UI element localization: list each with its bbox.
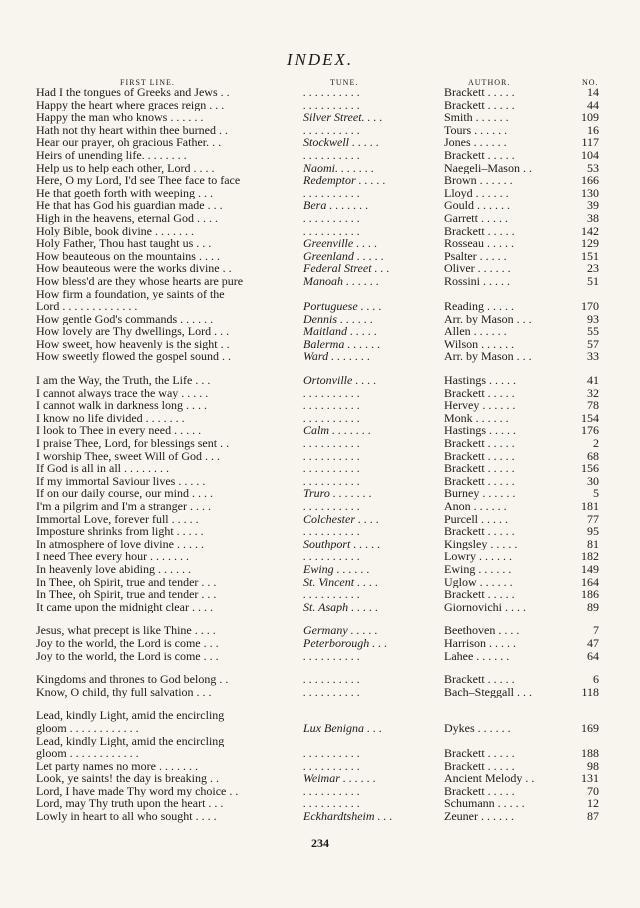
index-title: INDEX. (286, 50, 354, 69)
author-name: Brackett . . . . . (444, 673, 515, 686)
tune-name: . . . . . . . . . . (303, 784, 360, 798)
index-row (0, 538, 640, 551)
first-line: If God is all in all . . . . . . . . (36, 462, 169, 475)
index-row (0, 237, 640, 250)
index-row (0, 760, 640, 773)
first-line: Holy Father, Thou hast taught us . . . (36, 237, 212, 250)
first-line: Kingdoms and thrones to God belong . . (36, 673, 229, 686)
first-line: Joy to the world, the Lord is come . . . (36, 649, 219, 663)
tune-name: Redemptor . . . . . (303, 174, 386, 187)
index-row (0, 313, 640, 326)
index-row (0, 637, 640, 650)
tune-name: Silver Street. . . . (303, 111, 383, 124)
index-row (0, 624, 640, 637)
tune-name: . . . . . . . . . . (303, 797, 360, 811)
first-line: I know no life divided . . . . . . . (36, 411, 185, 425)
tune-name: Manoah . . . . . . (303, 274, 379, 288)
index-row (0, 225, 640, 238)
author-name: Uglow . . . . . . (444, 575, 513, 589)
author-name: Tours . . . . . . (444, 123, 508, 137)
tune-name: St. Vincent . . . . (303, 575, 379, 589)
index-row (0, 563, 640, 576)
tune-name: St. Asaph . . . . . (303, 600, 379, 614)
first-line: Lord, may Thy truth upon the heart . . . (36, 797, 224, 811)
hymn-number: 89 (587, 600, 599, 614)
tune-name: . . . . . . . . . . (303, 649, 360, 663)
hymn-number: 118 (581, 685, 599, 699)
first-line: In Thee, oh Spirit, true and tender . . . (36, 588, 217, 601)
hymn-number: 142 (581, 224, 599, 238)
hymn-number: 87 (587, 810, 599, 823)
author-name: Beethoven . . . . (444, 624, 520, 637)
header-first-line: FIRST LINE. (120, 78, 175, 87)
tune-name: . . . . . . . . . . (303, 588, 360, 601)
tune-name: Portuguese . . . . (303, 300, 382, 313)
header-no: NO. (582, 78, 599, 87)
author-name: Hastings . . . . . (444, 424, 516, 438)
section-gap (0, 613, 640, 624)
hymn-number: 41 (587, 374, 599, 387)
first-line: gloom . . . . . . . . . . . . (36, 721, 139, 735)
header-tune: TUNE. (330, 78, 359, 87)
tune-name: . . . . . . . . . . (303, 759, 360, 773)
index-row (0, 550, 640, 563)
hymn-number: 182 (581, 550, 599, 563)
first-line: Jesus, what precept is like Thine . . . . (36, 624, 216, 637)
index-row (0, 797, 640, 810)
author-name: Bach–Steggall . . . (444, 685, 532, 699)
hymn-number: 57 (587, 337, 599, 351)
first-line: If on our daily course, our mind . . . . (36, 487, 213, 500)
author-name: Lloyd . . . . . . (444, 186, 509, 200)
tune-name: Ewing . . . . . . (303, 562, 370, 576)
index-row (0, 722, 640, 735)
first-line: gloom . . . . . . . . . . . . (36, 747, 139, 760)
hymn-number: 64 (587, 649, 599, 663)
hymn-number: 81 (587, 537, 599, 551)
index-row (0, 99, 640, 112)
first-line: Here, O my Lord, I'd see Thee face to face (36, 174, 241, 187)
first-line: I cannot always trace the way . . . . . (36, 386, 209, 400)
author-name: Schumann . . . . . (444, 797, 525, 811)
first-line: Lead, kindly Light, amid the encircling (36, 709, 225, 722)
author-name: Anon . . . . . . (444, 500, 507, 513)
index-row (0, 747, 640, 760)
tune-name: Balerma . . . . . . (303, 337, 381, 351)
hymn-number: 47 (587, 636, 599, 650)
hymn-number: 51 (587, 274, 599, 288)
index-row (0, 174, 640, 187)
author-name: Gould . . . . . . (444, 199, 510, 212)
hymn-number: 129 (581, 237, 599, 250)
first-line: Lead, kindly Light, amid the encircling (36, 734, 225, 748)
page-number: 234 (311, 836, 329, 850)
index-row (0, 462, 640, 475)
first-line: Hear our prayer, oh gracious Father. . . (36, 136, 222, 149)
index-row (0, 250, 640, 263)
author-name: Brackett . . . . . (444, 474, 515, 488)
index-row (0, 212, 640, 225)
first-line: In atmosphere of love divine . . . . . (36, 537, 204, 551)
index-row (0, 387, 640, 400)
first-line: I cannot walk in darkness long . . . . (36, 399, 207, 412)
hymn-number: 151 (581, 249, 599, 263)
author-name: Zeuner . . . . . . (444, 810, 514, 823)
tune-name: . . . . . . . . . . (303, 186, 360, 200)
tune-name: . . . . . . . . . . (303, 123, 360, 137)
index-row (0, 772, 640, 785)
author-name: Rossini . . . . . (444, 274, 511, 288)
author-name: Brackett . . . . . (444, 588, 515, 601)
first-line: He that goeth forth with weeping . . . (36, 186, 213, 200)
tune-name: Greenville . . . . (303, 237, 378, 250)
hymn-number: 44 (587, 98, 599, 112)
first-line: Happy the man who knows . . . . . . (36, 111, 204, 124)
hymn-number: 14 (587, 86, 599, 99)
first-line: He that has God his guardian made . . . (36, 199, 223, 212)
tune-name: Stockwell . . . . . (303, 136, 379, 149)
author-name: Wilson . . . . . . (444, 337, 515, 351)
tune-name: Germany . . . . . (303, 624, 378, 637)
hymn-number: 98 (587, 759, 599, 773)
author-name: Brackett . . . . . (444, 386, 515, 400)
tune-name: . . . . . . . . . . (303, 411, 360, 425)
author-name: Naegeli–Mason . . (444, 161, 532, 175)
author-name: Brackett . . . . . (444, 747, 515, 760)
author-name: Brackett . . . . . (444, 148, 515, 162)
index-row (0, 601, 640, 614)
author-name: Lowry . . . . . . (444, 550, 512, 563)
first-line: In Thee, oh Spirit, true and tender . . . (36, 575, 217, 589)
index-row (0, 124, 640, 137)
author-name: Burney . . . . . . (444, 487, 516, 500)
tune-name: Truro . . . . . . . (303, 487, 372, 500)
hymn-number: 33 (587, 350, 599, 364)
first-line: Holy Bible, book divine . . . . . . . (36, 224, 194, 238)
hymn-number: 78 (587, 399, 599, 412)
first-line: Imposture shrinks from light . . . . . (36, 525, 204, 538)
author-name: Brown . . . . . . (444, 174, 513, 187)
first-line: I look to Thee in every need . . . . . (36, 424, 202, 438)
first-line: Lowly in heart to all who sought . . . . (36, 810, 217, 823)
hymn-number: 5 (593, 487, 599, 500)
hymn-number: 186 (581, 588, 599, 601)
author-name: Brackett . . . . . (444, 224, 515, 238)
first-line: How beauteous were the works divine . . (36, 262, 232, 275)
first-line: How bless'd are they whose hearts are pure (36, 274, 244, 288)
index-row (0, 513, 640, 526)
index-row (0, 162, 640, 175)
header-author: AUTHOR. (468, 78, 511, 87)
tune-name: Federal Street . . . (303, 262, 390, 275)
hymn-number: 53 (587, 161, 599, 175)
section-gap (0, 662, 640, 673)
author-name: Kingsley . . . . . (444, 537, 518, 551)
author-name: Brackett . . . . . (444, 437, 515, 450)
hymn-number: 164 (581, 575, 599, 589)
first-line: Know, O child, thy full salvation . . . (36, 685, 212, 699)
index-list (0, 86, 640, 823)
tune-name: . . . . . . . . . . (303, 98, 360, 112)
hymn-number: 16 (587, 123, 599, 137)
tune-name: Naomi. . . . . . . (303, 161, 375, 175)
hymn-number: 7 (593, 624, 599, 637)
first-line: Lord, I have made Thy word my choice . . (36, 784, 239, 798)
author-name: Lahee . . . . . . (444, 649, 510, 663)
index-row (0, 437, 640, 450)
index-row (0, 350, 640, 363)
hymn-number: 95 (587, 525, 599, 538)
hymn-number: 188 (581, 747, 599, 760)
index-row (0, 111, 640, 124)
hymn-number: 6 (593, 673, 599, 686)
tune-name: . . . . . . . . . . (303, 437, 360, 450)
first-line: How sweet, how heavenly is the sight . . (36, 337, 230, 351)
tune-name: . . . . . . . . . . (303, 224, 360, 238)
tune-name: Peterborough . . . (303, 636, 388, 650)
tune-name: . . . . . . . . . . (303, 474, 360, 488)
hymn-number: 117 (581, 136, 599, 149)
index-row (0, 136, 640, 149)
hymn-number: 93 (587, 312, 599, 326)
index-row (0, 325, 640, 338)
hymn-number: 77 (587, 512, 599, 526)
author-name: Monk . . . . . . (444, 411, 509, 425)
author-name: Smith . . . . . . (444, 111, 509, 124)
first-line: I'm a pilgrim and I'm a stranger . . . . (36, 500, 211, 513)
tune-name: Maitland . . . . . (303, 325, 377, 338)
tune-name: . . . . . . . . . . (303, 500, 360, 513)
first-line: How gentle God's commands . . . . . . (36, 312, 214, 326)
first-line: I am the Way, the Truth, the Life . . . (36, 374, 211, 387)
index-row (0, 576, 640, 589)
author-name: Brackett . . . . . (444, 525, 515, 538)
tune-name: . . . . . . . . . . (303, 685, 360, 699)
hymn-number: 130 (581, 186, 599, 200)
first-line: High in the heavens, eternal God . . . . (36, 211, 218, 225)
tune-name: Ward . . . . . . . (303, 350, 371, 364)
hymn-number: 32 (587, 386, 599, 400)
index-row (0, 810, 640, 823)
tune-name: Southport . . . . . (303, 537, 381, 551)
hymn-number: 131 (581, 772, 599, 785)
first-line: Let party names no more . . . . . . . (36, 759, 198, 773)
index-row (0, 288, 640, 301)
first-line: How beauteous on the mountains . . . . (36, 249, 220, 263)
author-name: Reading . . . . . (444, 300, 514, 313)
index-row (0, 525, 640, 538)
section-gap (0, 698, 640, 709)
hymn-number: 70 (587, 784, 599, 798)
index-row (0, 650, 640, 663)
index-row (0, 475, 640, 488)
tune-name: Calm . . . . . . . (303, 424, 372, 438)
tune-name: Eckhardtsheim . . . (303, 810, 393, 823)
tune-name: . . . . . . . . . . (303, 449, 360, 463)
hymn-number: 12 (587, 797, 599, 811)
tune-name: . . . . . . . . . . (303, 211, 360, 225)
hymn-number: 154 (581, 411, 599, 425)
tune-name: Lux Benigna . . . (303, 721, 382, 735)
author-name: Dykes . . . . . . (444, 721, 511, 735)
index-row (0, 412, 640, 425)
index-row (0, 300, 640, 313)
first-line: How lovely are Thy dwellings, Lord . . . (36, 325, 230, 338)
index-row (0, 399, 640, 412)
first-line: Look, ye saints! the day is breaking . . (36, 772, 219, 785)
first-line: It came upon the midnight clear . . . . (36, 600, 213, 614)
author-name: Arr. by Mason . . . (444, 312, 532, 326)
hymn-number: 39 (587, 199, 599, 212)
author-name: Psalter . . . . . (444, 249, 507, 263)
author-name: Brackett . . . . . (444, 784, 515, 798)
first-line: I praise Thee, Lord, for blessings sent . . (36, 437, 230, 450)
hymn-number: 23 (587, 262, 599, 275)
author-name: Allen . . . . . . (444, 325, 507, 338)
hymn-number: 176 (581, 424, 599, 438)
tune-name: . . . . . . . . . . (303, 550, 360, 563)
index-row (0, 338, 640, 351)
hymn-number: 166 (581, 174, 599, 187)
first-line: Had I the tongues of Greeks and Jews . . (36, 86, 230, 99)
first-line: If my immortal Saviour lives . . . . . (36, 474, 206, 488)
first-line: I worship Thee, sweet Will of God . . . (36, 449, 221, 463)
tune-name: . . . . . . . . . . (303, 525, 360, 538)
first-line: How firm a foundation, ye saints of the (36, 287, 225, 301)
first-line: Lord . . . . . . . . . . . . . (36, 300, 138, 313)
first-line: I need Thee every hour . . . . . . . (36, 550, 190, 563)
index-row (0, 86, 640, 99)
hymn-number: 2 (593, 437, 599, 450)
tune-name: . . . . . . . . . . (303, 86, 360, 99)
author-name: Harrison . . . . . (444, 636, 516, 650)
hymn-number: 170 (581, 300, 599, 313)
index-row (0, 424, 640, 437)
author-name: Arr. by Mason . . . (444, 350, 532, 364)
author-name: Brackett . . . . . (444, 759, 515, 773)
first-line: Happy the heart where graces reign . . . (36, 98, 225, 112)
author-name: Brackett . . . . . (444, 98, 515, 112)
tune-name: Ortonville . . . . (303, 374, 377, 387)
index-row (0, 588, 640, 601)
author-name: Jones . . . . . . (444, 136, 507, 149)
index-row (0, 673, 640, 686)
index-row (0, 785, 640, 798)
tune-name: . . . . . . . . . . (303, 386, 360, 400)
tune-name: . . . . . . . . . . (303, 747, 360, 760)
author-name: Oliver . . . . . . (444, 262, 511, 275)
index-row (0, 187, 640, 200)
first-line: Heirs of unending life. . . . . . . . (36, 148, 187, 162)
author-name: Hervey . . . . . . (444, 399, 516, 412)
hymn-number: 109 (581, 111, 599, 124)
hymn-number: 149 (581, 562, 599, 576)
tune-name: . . . . . . . . . . (303, 148, 360, 162)
author-name: Ancient Melody . . (444, 772, 535, 785)
hymn-number: 30 (587, 474, 599, 488)
author-name: Hastings . . . . . (444, 374, 516, 387)
index-row (0, 709, 640, 722)
first-line: How sweetly flowed the gospel sound . . (36, 350, 231, 364)
author-name: Ewing . . . . . . (444, 562, 512, 576)
index-row (0, 487, 640, 500)
first-line: Immortal Love, forever full . . . . . (36, 512, 199, 526)
author-name: Brackett . . . . . (444, 86, 515, 99)
tune-name: Bera . . . . . . . (303, 199, 369, 212)
tune-name: Dennis . . . . . . (303, 312, 373, 326)
index-row (0, 262, 640, 275)
first-line: Hath not thy heart within thee burned . . (36, 123, 228, 137)
hymn-number: 169 (581, 721, 599, 735)
index-row (0, 450, 640, 463)
tune-name: . . . . . . . . . . (303, 399, 360, 412)
hymn-number: 55 (587, 325, 599, 338)
section-gap (0, 363, 640, 374)
index-row (0, 275, 640, 288)
index-row (0, 149, 640, 162)
tune-name: Weimar . . . . . . (303, 772, 376, 785)
author-name: Garrett . . . . . (444, 211, 508, 225)
tune-name: Greenland . . . . . (303, 249, 384, 263)
hymn-number: 68 (587, 449, 599, 463)
tune-name: Colchester . . . . (303, 512, 379, 526)
index-row (0, 500, 640, 513)
tune-name: . . . . . . . . . . (303, 673, 360, 686)
index-row (0, 735, 640, 748)
hymn-number: 104 (581, 148, 599, 162)
hymn-number: 156 (581, 462, 599, 475)
index-row (0, 686, 640, 699)
hymn-number: 181 (581, 500, 599, 513)
index-row (0, 199, 640, 212)
hymn-number: 38 (587, 211, 599, 225)
author-name: Rosseau . . . . . (444, 237, 514, 250)
index-row (0, 374, 640, 387)
first-line: Joy to the world, the Lord is come . . . (36, 636, 219, 650)
author-name: Brackett . . . . . (444, 449, 515, 463)
author-name: Brackett . . . . . (444, 462, 515, 475)
first-line: Help us to help each other, Lord . . . . (36, 161, 215, 175)
author-name: Giornovichi . . . . (444, 600, 526, 614)
tune-name: . . . . . . . . . . (303, 462, 360, 475)
first-line: In heavenly love abiding . . . . . . (36, 562, 191, 576)
author-name: Purcell . . . . . (444, 512, 508, 526)
